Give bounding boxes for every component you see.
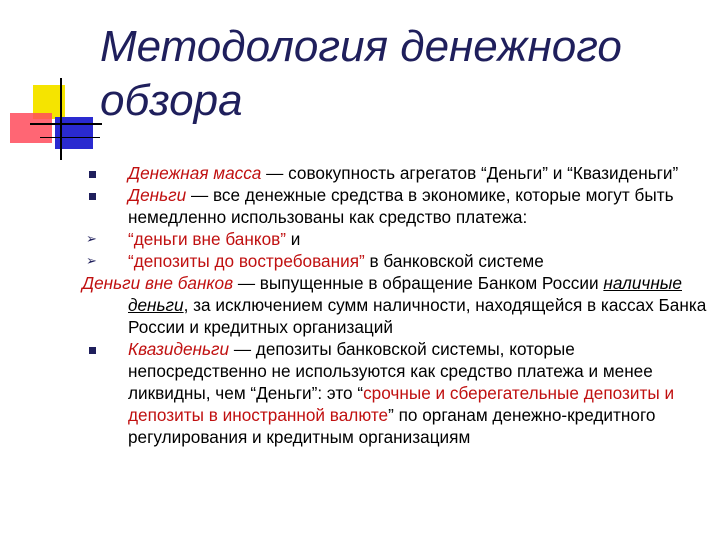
arrow-bullet-icon: ➢ bbox=[86, 231, 97, 246]
text-part2: ” по органам денежно-кредитного регулирования и кредитным организациям bbox=[128, 405, 656, 447]
dash: — bbox=[233, 273, 256, 293]
vertical-line bbox=[60, 78, 62, 160]
highlighted-deposits: срочные и сберегательные депозиты и депозиты в иностранной валюте bbox=[128, 383, 675, 425]
red-square bbox=[10, 113, 52, 143]
subbullet-demand-deposits bbox=[82, 250, 707, 272]
horizontal-line bbox=[30, 123, 102, 125]
slide-title: Методология денежного обзора bbox=[100, 22, 622, 125]
text-part1: выпущенные в обращение Банком России bbox=[255, 273, 604, 293]
slide-body bbox=[82, 162, 707, 448]
arrow-bullet-icon: ➢ bbox=[86, 253, 97, 268]
definition: совокупность агрегатов “Деньги” и “Квазиденьги” bbox=[288, 163, 679, 183]
square-bullet-icon bbox=[89, 347, 96, 354]
bullet-money-supply bbox=[82, 162, 707, 184]
square-bullet-icon bbox=[89, 171, 96, 178]
text-part2: , за исключением сумм наличности, находящейся в кассах Банка России и кредитных организаций bbox=[128, 295, 707, 337]
dash: — bbox=[229, 339, 252, 359]
after-text: в банковской системе bbox=[364, 251, 544, 271]
quoted-item: “деньги вне банков” bbox=[128, 229, 286, 249]
dash: — bbox=[186, 185, 209, 205]
paragraph-cash-outside-banks bbox=[82, 272, 707, 338]
bullet-quasi-money bbox=[82, 338, 707, 448]
dash: — bbox=[261, 163, 284, 183]
corner-decoration bbox=[0, 0, 100, 170]
text-part1: депозиты банковской системы, которые непосредственно не используются как средство платежа и менее ликвидны, чем “Деньги”: это “ bbox=[128, 339, 653, 403]
term: Квазиденьги bbox=[128, 339, 230, 359]
quoted-item: “депозиты до востребования” bbox=[128, 251, 365, 271]
term: Деньги вне банков bbox=[82, 273, 234, 293]
term: Денежная масса bbox=[128, 163, 262, 183]
square-bullet-icon bbox=[89, 193, 96, 200]
bullet-money bbox=[82, 184, 707, 228]
underlined-term: наличные деньги bbox=[128, 273, 682, 315]
subbullet-cash bbox=[82, 228, 707, 250]
short-line bbox=[40, 137, 100, 138]
after-text: и bbox=[286, 229, 301, 249]
term: Деньги bbox=[128, 185, 187, 205]
definition: все денежные средства в экономике, которые могут быть немедленно использованы как средство платежа: bbox=[128, 185, 674, 227]
